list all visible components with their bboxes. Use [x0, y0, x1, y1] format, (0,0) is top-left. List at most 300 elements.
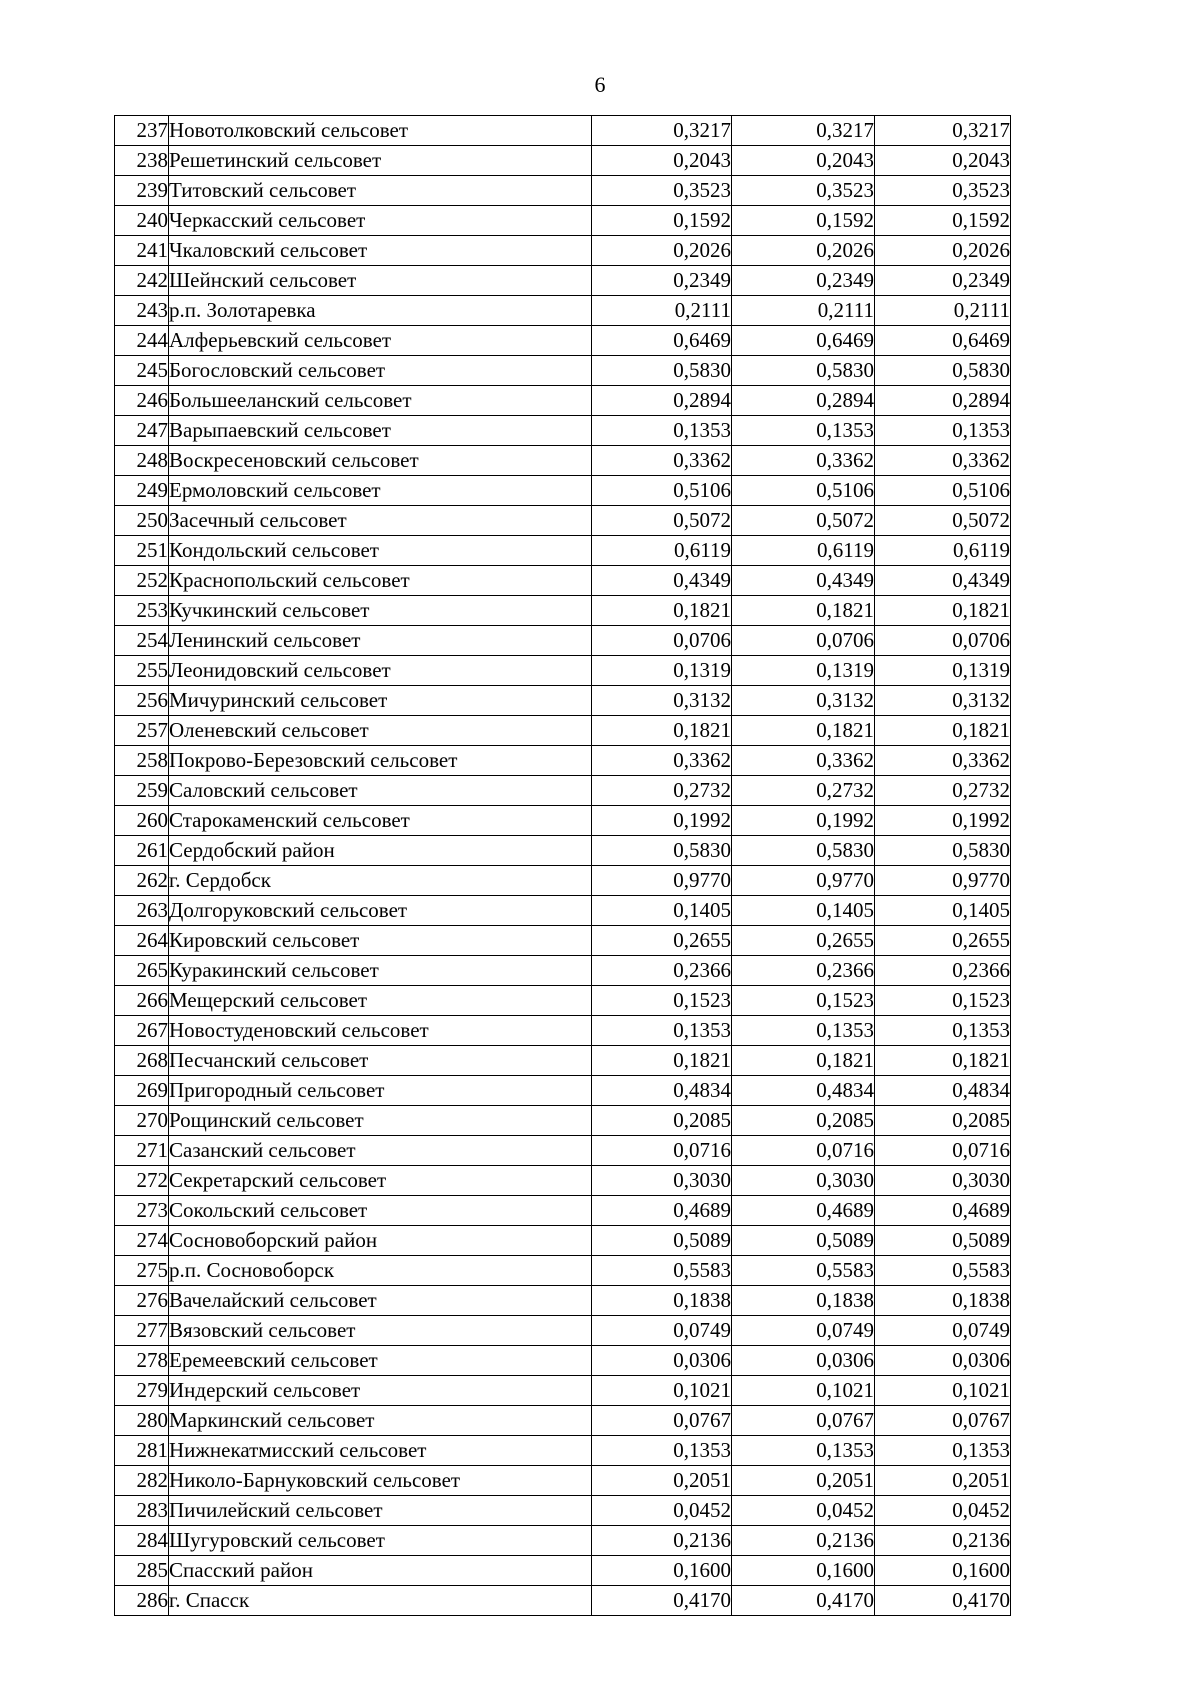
value-col-2: 0,3030: [732, 1166, 875, 1196]
municipality-name: Долгоруковский сельсовет: [169, 896, 592, 926]
value-col-2: 0,3217: [732, 116, 875, 146]
value-col-1: 0,4834: [592, 1076, 732, 1106]
municipality-name: Мещерский сельсовет: [169, 986, 592, 1016]
row-number: 268: [115, 1046, 169, 1076]
value-col-3: 0,2366: [875, 956, 1011, 986]
value-col-3: 0,2136: [875, 1526, 1011, 1556]
table-row: [115, 296, 1011, 326]
municipality-name: Оленевский сельсовет: [169, 716, 592, 746]
value-col-1: 0,6119: [592, 536, 732, 566]
row-number: 241: [115, 236, 169, 266]
table-row: [115, 656, 1011, 686]
value-col-3: 0,5089: [875, 1226, 1011, 1256]
data-table: [114, 115, 1011, 1616]
table-row: [115, 356, 1011, 386]
value-col-3: 0,1600: [875, 1556, 1011, 1586]
value-col-1: 0,1353: [592, 1016, 732, 1046]
value-col-1: 0,5830: [592, 356, 732, 386]
municipality-name: Еремеевский сельсовет: [169, 1346, 592, 1376]
municipality-name: Саловский сельсовет: [169, 776, 592, 806]
municipality-name: Николо-Барнуковский сельсовет: [169, 1466, 592, 1496]
municipality-name: Секретарский сельсовет: [169, 1166, 592, 1196]
value-col-3: 0,1992: [875, 806, 1011, 836]
value-col-3: 0,6469: [875, 326, 1011, 356]
value-col-2: 0,5830: [732, 356, 875, 386]
row-number: 257: [115, 716, 169, 746]
row-number: 277: [115, 1316, 169, 1346]
value-col-2: 0,1600: [732, 1556, 875, 1586]
table-row: [115, 1526, 1011, 1556]
municipality-name: Кондольский сельсовет: [169, 536, 592, 566]
value-col-3: 0,1353: [875, 1016, 1011, 1046]
table-row: [115, 1136, 1011, 1166]
row-number: 272: [115, 1166, 169, 1196]
value-col-1: 0,1600: [592, 1556, 732, 1586]
table-row: [115, 866, 1011, 896]
table-row: [115, 116, 1011, 146]
value-col-3: 0,3362: [875, 446, 1011, 476]
row-number: 247: [115, 416, 169, 446]
value-col-1: 0,0749: [592, 1316, 732, 1346]
value-col-2: 0,1021: [732, 1376, 875, 1406]
value-col-3: 0,3523: [875, 176, 1011, 206]
value-col-2: 0,0767: [732, 1406, 875, 1436]
value-col-2: 0,5089: [732, 1226, 875, 1256]
value-col-2: 0,2026: [732, 236, 875, 266]
value-col-1: 0,1319: [592, 656, 732, 686]
value-col-1: 0,1405: [592, 896, 732, 926]
value-col-2: 0,2136: [732, 1526, 875, 1556]
value-col-2: 0,3132: [732, 686, 875, 716]
municipality-name: Маркинский сельсовет: [169, 1406, 592, 1436]
table-body: [115, 116, 1011, 1616]
row-number: 250: [115, 506, 169, 536]
value-col-1: 0,3362: [592, 446, 732, 476]
value-col-1: 0,6469: [592, 326, 732, 356]
table-row: [115, 926, 1011, 956]
municipality-name: Куракинский сельсовет: [169, 956, 592, 986]
value-col-2: 0,2349: [732, 266, 875, 296]
value-col-3: 0,1319: [875, 656, 1011, 686]
value-col-1: 0,3217: [592, 116, 732, 146]
municipality-name: Варыпаевский сельсовет: [169, 416, 592, 446]
municipality-name: г. Сердобск: [169, 866, 592, 896]
value-col-3: 0,1592: [875, 206, 1011, 236]
table-row: [115, 686, 1011, 716]
municipality-name: Кучкинский сельсовет: [169, 596, 592, 626]
value-col-1: 0,2732: [592, 776, 732, 806]
value-col-3: 0,2111: [875, 296, 1011, 326]
value-col-3: 0,3132: [875, 686, 1011, 716]
row-number: 243: [115, 296, 169, 326]
value-col-1: 0,2051: [592, 1466, 732, 1496]
row-number: 254: [115, 626, 169, 656]
row-number: 282: [115, 1466, 169, 1496]
value-col-2: 0,1992: [732, 806, 875, 836]
row-number: 237: [115, 116, 169, 146]
row-number: 283: [115, 1496, 169, 1526]
row-number: 271: [115, 1136, 169, 1166]
municipality-name: Решетинский сельсовет: [169, 146, 592, 176]
row-number: 279: [115, 1376, 169, 1406]
value-col-1: 0,2043: [592, 146, 732, 176]
value-col-1: 0,5089: [592, 1226, 732, 1256]
row-number: 252: [115, 566, 169, 596]
table-row: [115, 1586, 1011, 1616]
value-col-2: 0,6469: [732, 326, 875, 356]
value-col-3: 0,1821: [875, 1046, 1011, 1076]
row-number: 261: [115, 836, 169, 866]
value-col-3: 0,4834: [875, 1076, 1011, 1106]
municipality-name: Шугуровский сельсовет: [169, 1526, 592, 1556]
value-col-1: 0,5106: [592, 476, 732, 506]
value-col-2: 0,0706: [732, 626, 875, 656]
value-col-2: 0,2051: [732, 1466, 875, 1496]
value-col-3: 0,3030: [875, 1166, 1011, 1196]
value-col-1: 0,3362: [592, 746, 732, 776]
value-col-2: 0,2655: [732, 926, 875, 956]
row-number: 265: [115, 956, 169, 986]
row-number: 238: [115, 146, 169, 176]
value-col-3: 0,2349: [875, 266, 1011, 296]
value-col-3: 0,3217: [875, 116, 1011, 146]
municipality-name: Кировский сельсовет: [169, 926, 592, 956]
table-row: [115, 446, 1011, 476]
table-row: [115, 1286, 1011, 1316]
municipality-name: Черкасский сельсовет: [169, 206, 592, 236]
value-col-1: 0,3132: [592, 686, 732, 716]
municipality-name: Песчанский сельсовет: [169, 1046, 592, 1076]
value-col-1: 0,2026: [592, 236, 732, 266]
row-number: 248: [115, 446, 169, 476]
value-col-2: 0,1821: [732, 1046, 875, 1076]
row-number: 242: [115, 266, 169, 296]
value-col-1: 0,3030: [592, 1166, 732, 1196]
value-col-1: 0,1021: [592, 1376, 732, 1406]
municipality-name: Ермоловский сельсовет: [169, 476, 592, 506]
table-row: [115, 836, 1011, 866]
value-col-1: 0,0716: [592, 1136, 732, 1166]
table-row: [115, 236, 1011, 266]
value-col-3: 0,0716: [875, 1136, 1011, 1166]
value-col-3: 0,2655: [875, 926, 1011, 956]
table-row: [115, 626, 1011, 656]
row-number: 275: [115, 1256, 169, 1286]
municipality-name: Сазанский сельсовет: [169, 1136, 592, 1166]
municipality-name: Индерский сельсовет: [169, 1376, 592, 1406]
value-col-2: 0,0452: [732, 1496, 875, 1526]
value-col-2: 0,4349: [732, 566, 875, 596]
row-number: 274: [115, 1226, 169, 1256]
row-number: 259: [115, 776, 169, 806]
table-row: [115, 416, 1011, 446]
value-col-3: 0,0749: [875, 1316, 1011, 1346]
table-row: [115, 1256, 1011, 1286]
row-number: 262: [115, 866, 169, 896]
value-col-1: 0,4689: [592, 1196, 732, 1226]
row-number: 285: [115, 1556, 169, 1586]
value-col-2: 0,6119: [732, 536, 875, 566]
table-row: [115, 896, 1011, 926]
value-col-3: 0,1021: [875, 1376, 1011, 1406]
municipality-name: Леонидовский сельсовет: [169, 656, 592, 686]
table-row: [115, 1556, 1011, 1586]
value-col-3: 0,2043: [875, 146, 1011, 176]
municipality-name: Ленинский сельсовет: [169, 626, 592, 656]
value-col-3: 0,2051: [875, 1466, 1011, 1496]
table-row: [115, 1376, 1011, 1406]
row-number: 245: [115, 356, 169, 386]
value-col-1: 0,1838: [592, 1286, 732, 1316]
table-row: [115, 1406, 1011, 1436]
row-number: 239: [115, 176, 169, 206]
value-col-3: 0,2894: [875, 386, 1011, 416]
value-col-1: 0,1523: [592, 986, 732, 1016]
municipality-name: Сердобский район: [169, 836, 592, 866]
value-col-2: 0,2894: [732, 386, 875, 416]
value-col-1: 0,1592: [592, 206, 732, 236]
row-number: 270: [115, 1106, 169, 1136]
table-row: [115, 506, 1011, 536]
municipality-name: Большееланский сельсовет: [169, 386, 592, 416]
table-row: [115, 1106, 1011, 1136]
table-row: [115, 476, 1011, 506]
value-col-3: 0,5583: [875, 1256, 1011, 1286]
value-col-2: 0,9770: [732, 866, 875, 896]
value-col-3: 0,1353: [875, 1436, 1011, 1466]
table-row: [115, 1196, 1011, 1226]
value-col-2: 0,3362: [732, 746, 875, 776]
table-row: [115, 1076, 1011, 1106]
value-col-3: 0,2026: [875, 236, 1011, 266]
table-row: [115, 536, 1011, 566]
municipality-name: Пригородный сельсовет: [169, 1076, 592, 1106]
table-row: [115, 386, 1011, 416]
value-col-3: 0,5106: [875, 476, 1011, 506]
municipality-name: Покрово-Березовский сельсовет: [169, 746, 592, 776]
value-col-2: 0,1592: [732, 206, 875, 236]
value-col-1: 0,5583: [592, 1256, 732, 1286]
table-row: [115, 716, 1011, 746]
value-col-2: 0,3523: [732, 176, 875, 206]
row-number: 260: [115, 806, 169, 836]
table-row: [115, 596, 1011, 626]
row-number: 269: [115, 1076, 169, 1106]
value-col-1: 0,0767: [592, 1406, 732, 1436]
municipality-name: Спасский район: [169, 1556, 592, 1586]
value-col-2: 0,1319: [732, 656, 875, 686]
municipality-name: Рощинский сельсовет: [169, 1106, 592, 1136]
value-col-1: 0,0706: [592, 626, 732, 656]
value-col-2: 0,4170: [732, 1586, 875, 1616]
table-row: [115, 806, 1011, 836]
row-number: 256: [115, 686, 169, 716]
value-col-2: 0,4689: [732, 1196, 875, 1226]
value-col-2: 0,5583: [732, 1256, 875, 1286]
table-row: [115, 1166, 1011, 1196]
municipality-name: Воскресеновский сельсовет: [169, 446, 592, 476]
value-col-2: 0,2732: [732, 776, 875, 806]
table-row: [115, 776, 1011, 806]
value-col-2: 0,0749: [732, 1316, 875, 1346]
table-row: [115, 1046, 1011, 1076]
value-col-3: 0,1523: [875, 986, 1011, 1016]
row-number: 251: [115, 536, 169, 566]
municipality-name: Чкаловский сельсовет: [169, 236, 592, 266]
value-col-2: 0,2111: [732, 296, 875, 326]
row-number: 249: [115, 476, 169, 506]
value-col-2: 0,2366: [732, 956, 875, 986]
table-row: [115, 956, 1011, 986]
value-col-3: 0,1838: [875, 1286, 1011, 1316]
municipality-name: г. Спасск: [169, 1586, 592, 1616]
table-row: [115, 146, 1011, 176]
value-col-1: 0,1992: [592, 806, 732, 836]
value-col-1: 0,1821: [592, 1046, 732, 1076]
table-row: [115, 1316, 1011, 1346]
table-row: [115, 1226, 1011, 1256]
value-col-3: 0,0306: [875, 1346, 1011, 1376]
value-col-1: 0,2894: [592, 386, 732, 416]
row-number: 267: [115, 1016, 169, 1046]
municipality-name: Вачелайский сельсовет: [169, 1286, 592, 1316]
value-col-3: 0,9770: [875, 866, 1011, 896]
value-col-1: 0,2655: [592, 926, 732, 956]
value-col-1: 0,9770: [592, 866, 732, 896]
page-number: 6: [594, 72, 606, 97]
value-col-3: 0,1353: [875, 416, 1011, 446]
value-col-1: 0,5830: [592, 836, 732, 866]
value-col-2: 0,0716: [732, 1136, 875, 1166]
value-col-1: 0,5072: [592, 506, 732, 536]
value-col-3: 0,2085: [875, 1106, 1011, 1136]
row-number: 278: [115, 1346, 169, 1376]
municipality-name: Титовский сельсовет: [169, 176, 592, 206]
value-col-3: 0,5830: [875, 836, 1011, 866]
municipality-name: Новостуденовский сельсовет: [169, 1016, 592, 1046]
value-col-3: 0,4689: [875, 1196, 1011, 1226]
value-col-3: 0,4170: [875, 1586, 1011, 1616]
municipality-name: р.п. Сосновоборск: [169, 1256, 592, 1286]
row-number: 280: [115, 1406, 169, 1436]
table-row: [115, 326, 1011, 356]
value-col-2: 0,2043: [732, 146, 875, 176]
value-col-2: 0,1353: [732, 1436, 875, 1466]
value-col-3: 0,1405: [875, 896, 1011, 926]
value-col-3: 0,6119: [875, 536, 1011, 566]
table-row: [115, 1496, 1011, 1526]
value-col-1: 0,3523: [592, 176, 732, 206]
row-number: 253: [115, 596, 169, 626]
value-col-1: 0,2136: [592, 1526, 732, 1556]
value-col-1: 0,2366: [592, 956, 732, 986]
value-col-1: 0,0306: [592, 1346, 732, 1376]
row-number: 244: [115, 326, 169, 356]
municipality-name: Краснопольский сельсовет: [169, 566, 592, 596]
value-col-3: 0,1821: [875, 716, 1011, 746]
municipality-name: Старокаменский сельсовет: [169, 806, 592, 836]
value-col-1: 0,2349: [592, 266, 732, 296]
row-number: 264: [115, 926, 169, 956]
municipality-name: Сосновоборский район: [169, 1226, 592, 1256]
row-number: 258: [115, 746, 169, 776]
value-col-3: 0,2732: [875, 776, 1011, 806]
municipality-name: Алферьевский сельсовет: [169, 326, 592, 356]
value-col-3: 0,0452: [875, 1496, 1011, 1526]
table-row: [115, 1346, 1011, 1376]
value-col-1: 0,4349: [592, 566, 732, 596]
value-col-2: 0,5072: [732, 506, 875, 536]
table-row: [115, 566, 1011, 596]
municipality-name: Вязовский сельсовет: [169, 1316, 592, 1346]
municipality-name: Новотолковский сельсовет: [169, 116, 592, 146]
value-col-2: 0,1353: [732, 416, 875, 446]
value-col-2: 0,1821: [732, 716, 875, 746]
table-row: [115, 266, 1011, 296]
row-number: 255: [115, 656, 169, 686]
table-row: [115, 206, 1011, 236]
row-number: 240: [115, 206, 169, 236]
table-row: [115, 176, 1011, 206]
value-col-3: 0,0767: [875, 1406, 1011, 1436]
value-col-2: 0,1353: [732, 1016, 875, 1046]
table-row: [115, 1016, 1011, 1046]
value-col-2: 0,2085: [732, 1106, 875, 1136]
row-number: 281: [115, 1436, 169, 1466]
value-col-1: 0,1353: [592, 416, 732, 446]
value-col-2: 0,1821: [732, 596, 875, 626]
value-col-2: 0,1523: [732, 986, 875, 1016]
value-col-2: 0,1838: [732, 1286, 875, 1316]
table-row: [115, 1466, 1011, 1496]
value-col-1: 0,2111: [592, 296, 732, 326]
municipality-name: Мичуринский сельсовет: [169, 686, 592, 716]
value-col-2: 0,3362: [732, 446, 875, 476]
value-col-3: 0,5072: [875, 506, 1011, 536]
value-col-2: 0,0306: [732, 1346, 875, 1376]
value-col-3: 0,5830: [875, 356, 1011, 386]
value-col-1: 0,1821: [592, 596, 732, 626]
row-number: 276: [115, 1286, 169, 1316]
municipality-name: Засечный сельсовет: [169, 506, 592, 536]
municipality-name: Богословский сельсовет: [169, 356, 592, 386]
value-col-2: 0,5830: [732, 836, 875, 866]
table-row: [115, 1436, 1011, 1466]
table-row: [115, 746, 1011, 776]
municipality-name: Шейнский сельсовет: [169, 266, 592, 296]
value-col-3: 0,3362: [875, 746, 1011, 776]
value-col-1: 0,0452: [592, 1496, 732, 1526]
row-number: 273: [115, 1196, 169, 1226]
value-col-1: 0,1353: [592, 1436, 732, 1466]
table-row: [115, 986, 1011, 1016]
municipality-name: Пичилейский сельсовет: [169, 1496, 592, 1526]
municipality-name: Сокольский сельсовет: [169, 1196, 592, 1226]
row-number: 246: [115, 386, 169, 416]
value-col-2: 0,4834: [732, 1076, 875, 1106]
value-col-3: 0,0706: [875, 626, 1011, 656]
row-number: 266: [115, 986, 169, 1016]
value-col-3: 0,4349: [875, 566, 1011, 596]
value-col-2: 0,5106: [732, 476, 875, 506]
row-number: 286: [115, 1586, 169, 1616]
value-col-1: 0,4170: [592, 1586, 732, 1616]
row-number: 263: [115, 896, 169, 926]
municipality-name: р.п. Золотаревка: [169, 296, 592, 326]
row-number: 284: [115, 1526, 169, 1556]
value-col-2: 0,1405: [732, 896, 875, 926]
value-col-1: 0,1821: [592, 716, 732, 746]
